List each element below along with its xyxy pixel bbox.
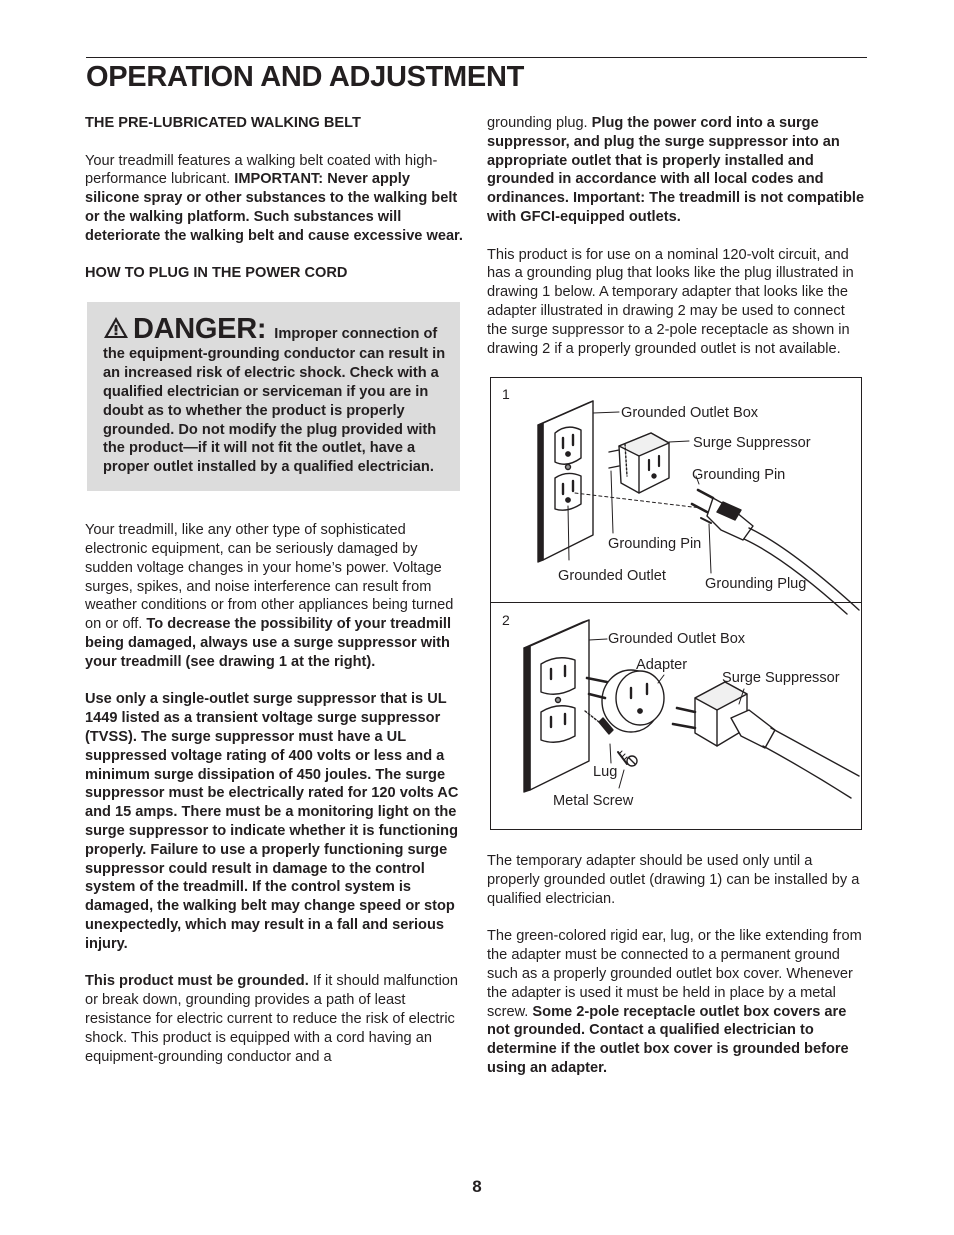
adapter-paragraph: The temporary adapter should be used only until a properly grounded outlet (drawing 1) can be installed by a qualified electrician.	[487, 853, 860, 907]
ear-warning: Some 2-pole receptacle outlet box covers are not grounded. Contact a qualified electrician to determine if the outlet box cover is grounded before using an adapter.	[487, 1003, 849, 1076]
surge-warning: To decrease the possibility of your treadmill being damaged, always use a surge suppressor with your treadmill (see drawing 1 at the right).	[85, 616, 452, 670]
right-column	[487, 114, 868, 1097]
plug-drawings-figure	[490, 377, 862, 830]
page-number: 8	[472, 1177, 482, 1196]
belt-heading: THE PRE-LUBRICATED WALKING BELT	[85, 115, 361, 131]
belt-warning: IMPORTANT: Never apply silicone spray or other substances to the walking belt or the walking platform. Such substances will deteriorate the walking belt and cause excessive wear.	[85, 171, 463, 244]
ear-paragraph	[487, 927, 868, 1077]
danger-text: Improper connection of the equipment-grounding conductor can result in an increased risk of electric shock. Check with a qualified electrician or serviceman if you are in doubt as to whether the product is properly grounded. Do not modify the plug provided with the product—if it will not fit the outlet, have a proper outlet installed by a qualified electrician.	[103, 325, 446, 476]
label-adapter: Adapter	[636, 657, 688, 674]
label-grounded-outlet: Grounded Outlet	[558, 568, 666, 585]
ear-text: The green-colored rigid ear, lug, or the like extending from the adapter must be connected to a permanent ground such as a properly grounded outlet box cover. Whenever the adapter is used it must be held in place by a metal screw.	[487, 928, 862, 1020]
label-metal-screw: Metal Screw	[553, 793, 634, 810]
grounded-outlet-box-1	[538, 401, 593, 562]
page-title: OPERATION AND ADJUSTMENT	[86, 61, 525, 93]
label-grounding-pin-2: Grounding Pin	[608, 536, 702, 553]
label-grounding-pin-1: Grounding Pin	[692, 467, 786, 484]
grounded-text: If it should malfunction or break down, grounding provides a path of least resistance for electric current to reduce the risk of electric shock. This product is equipped with a cord having an equipment-grounding conductor and a	[85, 973, 459, 1065]
label-grounded-outlet-box-1: Grounded Outlet Box	[621, 405, 759, 422]
label-lug: Lug	[593, 764, 618, 781]
plug-instructions-bold: Plug the power cord into a surge suppressor, and plug the surge suppressor into an appropriate outlet that is properly installed and grounded in accordance with all local codes and ordinances. Important: The treadmill is not compatible with GFCI-equipped outlets.	[487, 115, 865, 225]
surge-suppressor-2	[673, 682, 859, 798]
header-rule	[86, 57, 867, 58]
surge-text: Your treadmill, like any other type of sophisticated electronic equipment, can be seriously damaged by sudden voltage changes in your home’s power. Voltage surges, spikes, and noise interference can result from weather conditions or from other appliances being turned on or off.	[85, 522, 454, 633]
danger-label: DANGER:	[133, 312, 267, 345]
left-column	[85, 114, 466, 1085]
surge-paragraph	[85, 521, 466, 671]
grounded-outlet-box-2	[524, 620, 589, 792]
belt-text: Your treadmill features a walking belt coated with high-performance lubricant.	[85, 152, 438, 188]
grounded-paragraph	[85, 972, 466, 1066]
plug-instructions-paragraph	[487, 114, 868, 227]
single-outlet-paragraph	[85, 690, 466, 953]
metal-screw-2	[618, 751, 637, 766]
belt-paragraph	[85, 152, 466, 246]
danger-box	[87, 302, 460, 491]
panel-divider	[491, 602, 861, 603]
warning-triangle-icon	[103, 316, 129, 345]
label-grounded-outlet-box-2: Grounded Outlet Box	[608, 631, 746, 648]
circuit-paragraph: This product is for use on a nominal 120-volt circuit, and has a grounding plug that looks like the plug illustrated in drawing 1 below. A temporary adapter that looks like the adapter illustrated in drawing 2 may be used to connect the surge suppressor to a 2-pole receptacle as shown in drawing 2 if a properly grounded outlet is not available.	[487, 246, 854, 357]
single-outlet-warning: Use only a single-outlet surge suppressor that is UL 1449 listed as a transient voltage surge suppressor (TVSS). The surge suppressor must have a UL suppressed voltage rating of 400 volts or less and a minimum surge dissipation of 450 joules. The surge suppressor must be electrically rated for 120 volts AC and 15 amps. There must be a monitoring light on the surge suppressor to indicate whether it is functioning properly. Failure to use a properly functioning surge suppressor could result in damage to the control system of the treadmill. If the control system is damaged, the walking belt may change speed or stop unexpectedly, which may result in a fall and serious injury.	[85, 691, 459, 952]
adapter-2	[585, 670, 664, 734]
grounding-plug-1	[692, 490, 859, 614]
grounded-lead: This product must be grounded.	[85, 973, 309, 990]
label-grounding-plug: Grounding Plug	[705, 576, 807, 593]
drawing-2-number: 2	[502, 612, 510, 629]
plug-heading: HOW TO PLUG IN THE POWER CORD	[85, 265, 348, 282]
plug-cont-text: grounding plug.	[487, 115, 592, 131]
drawing-1-number: 1	[502, 386, 510, 403]
label-surge-suppressor-2: Surge Suppressor	[722, 670, 840, 687]
label-surge-suppressor-1: Surge Suppressor	[693, 435, 811, 452]
surge-suppressor-1	[609, 433, 669, 493]
